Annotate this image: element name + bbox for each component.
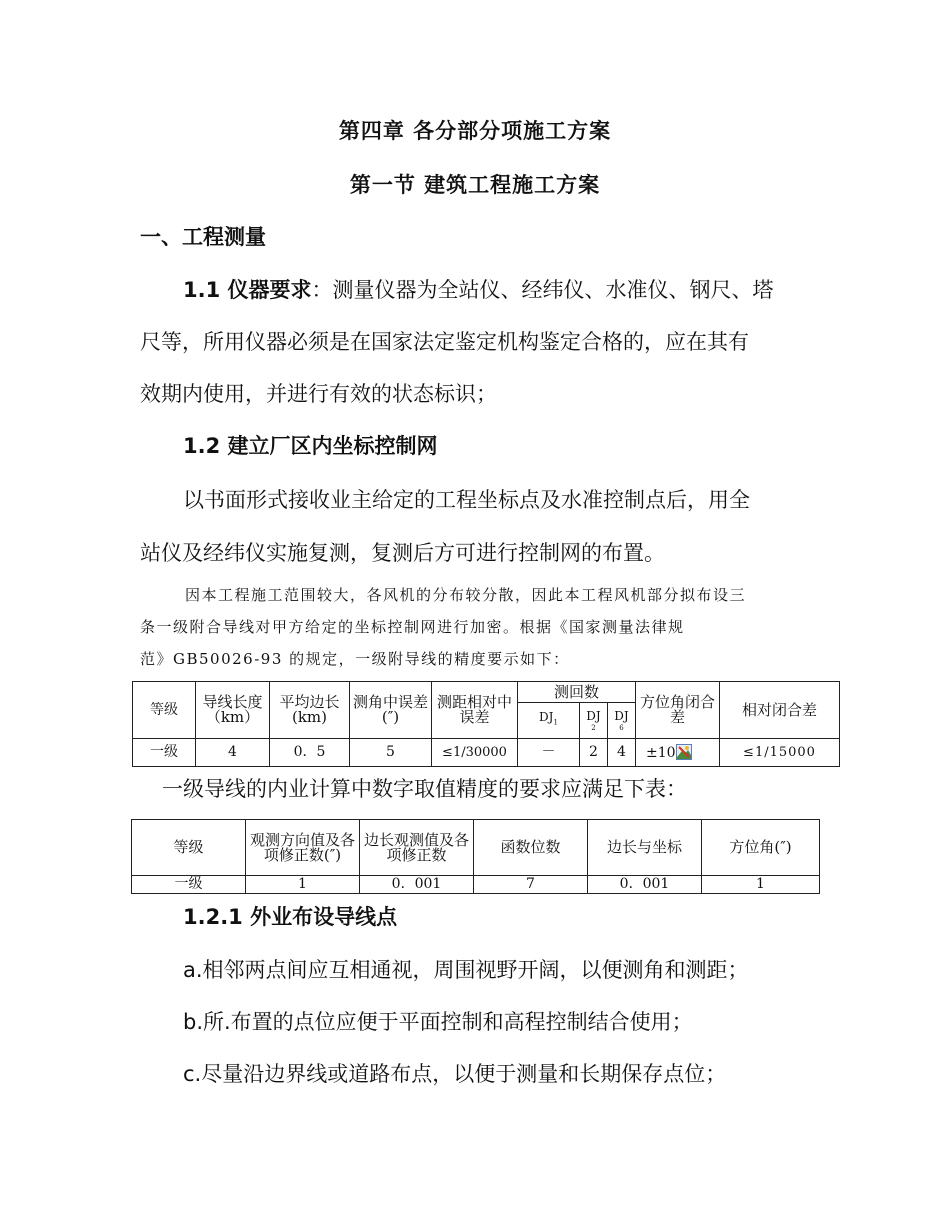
header-rounds: 测回数 (518, 682, 636, 703)
header-relative-closure: 相对闭合差 (720, 682, 840, 739)
cell-dj2: 2 (580, 739, 608, 767)
header2-function-digits: 函数位数 (474, 820, 588, 876)
header-dj1-sub: 1 (553, 718, 558, 727)
header-grade: 等级 (133, 682, 196, 739)
paragraph-1-2-line1: 以书面形式接收业主给定的工程坐标点及水准控制点后，用全 (183, 488, 750, 512)
cell2-direction: 1 (246, 876, 360, 894)
header2-direction: 观测方向值及各项修正数(″) (246, 820, 360, 876)
header-distance-error: 测距相对中误差 (432, 682, 518, 739)
header2-azimuth: 方位角(″) (702, 820, 820, 876)
paragraph-1-1-text: ：测量仪器为全站仪、经纬仪、水准仪、钢尺、塔 (311, 278, 774, 302)
serif-paragraph-line2: 条一级附合导线对甲方给定的坐标控制网进行加密。根据《国家测量法律规 (140, 618, 685, 636)
header2-grade: 等级 (132, 820, 246, 876)
serif-paragraph-line1: 因本工程施工范围较大，各风机的分布较分散，因此本工程风机部分拟布设三 (185, 586, 747, 604)
cell-azimuth-closure (636, 739, 720, 767)
paragraph-1-1-line2: 尺等，所用仪器必须是在国家法定鉴定机构鉴定合格的，应在其有 (140, 330, 749, 354)
header-avg-edge: 平均边长(km) (270, 682, 350, 739)
rounding-table (131, 819, 820, 894)
cell2-edge: 0．001 (360, 876, 474, 894)
header2-edge-coordinate: 边长与坐标 (588, 820, 702, 876)
header-angle-error: 测角中误差(″) (350, 682, 432, 739)
cell-dj6: 4 (608, 739, 636, 767)
heading-1-2: 1.2 建立厂区内坐标控制网 (183, 434, 438, 458)
header-dj6 (608, 703, 636, 739)
header-dj1-label: DJ (539, 710, 554, 725)
serif-paragraph-line3: 范》GB50026-93 的规定，一级附导线的精度要示如下： (140, 650, 570, 668)
cell-grade: 一级 (133, 739, 196, 767)
cell-relative-closure: ≤1/15000 (720, 739, 840, 767)
paragraph-1-1-line1 (183, 274, 774, 304)
header-dj6-sub: 6 (619, 723, 624, 732)
header-dj6-label: DJ (614, 708, 629, 723)
list-item: c.尽量沿边界线或道路布点，以便于测量和长期保存点位； (183, 1062, 727, 1086)
precision-table (132, 681, 840, 767)
cell-azimuth-value: ±10 (646, 745, 676, 761)
cell-distance-error: ≤1/30000 (432, 739, 518, 767)
cell2-azimuth: 1 (702, 876, 820, 894)
cell-length: 4 (196, 739, 270, 767)
broken-image-icon (676, 744, 692, 760)
section-title: 第一节 建筑工程施工方案 (349, 173, 601, 197)
list-item: a.相邻两点间应互相通视，周围视野开阔，以便测角和测距； (183, 958, 749, 982)
chapter-title: 第四章 各分部分项施工方案 (338, 119, 612, 143)
cell-angle-error: 5 (350, 739, 432, 767)
header-dj2 (580, 703, 608, 739)
header-dj2-label: DJ (586, 708, 601, 723)
header-length: 导线长度（km） (196, 682, 270, 739)
cell-avg-edge: 0．5 (270, 739, 350, 767)
table2-intro: 一级导线的内业计算中数字取值精度的要求应满足下表： (162, 777, 687, 801)
paragraph-1-1-line3: 效期内使用，并进行有效的状态标识； (140, 382, 497, 406)
cell2-edge-coordinate: 0．001 (588, 876, 702, 894)
header-azimuth-closure: 方位角闭合差 (636, 682, 720, 739)
heading-1-2-1: 1.2.1 外业布设导线点 (183, 905, 398, 929)
list-item: b.所.布置的点位应便于平面控制和高程控制结合使用； (183, 1010, 693, 1034)
cell2-function-digits: 7 (474, 876, 588, 894)
header2-edge: 边长观测值及各项修正数 (360, 820, 474, 876)
paragraph-1-1-label: 1.1 仪器要求 (183, 278, 312, 302)
header-dj1 (518, 703, 580, 739)
heading-survey: 一、工程测量 (140, 225, 266, 249)
cell2-grade: 一级 (132, 876, 246, 894)
header-dj2-sub: 2 (591, 723, 596, 732)
cell-dj1: － (518, 739, 580, 767)
paragraph-1-2-line2: 站仪及经纬仪实施复测，复测后方可进行控制网的布置。 (140, 541, 665, 565)
